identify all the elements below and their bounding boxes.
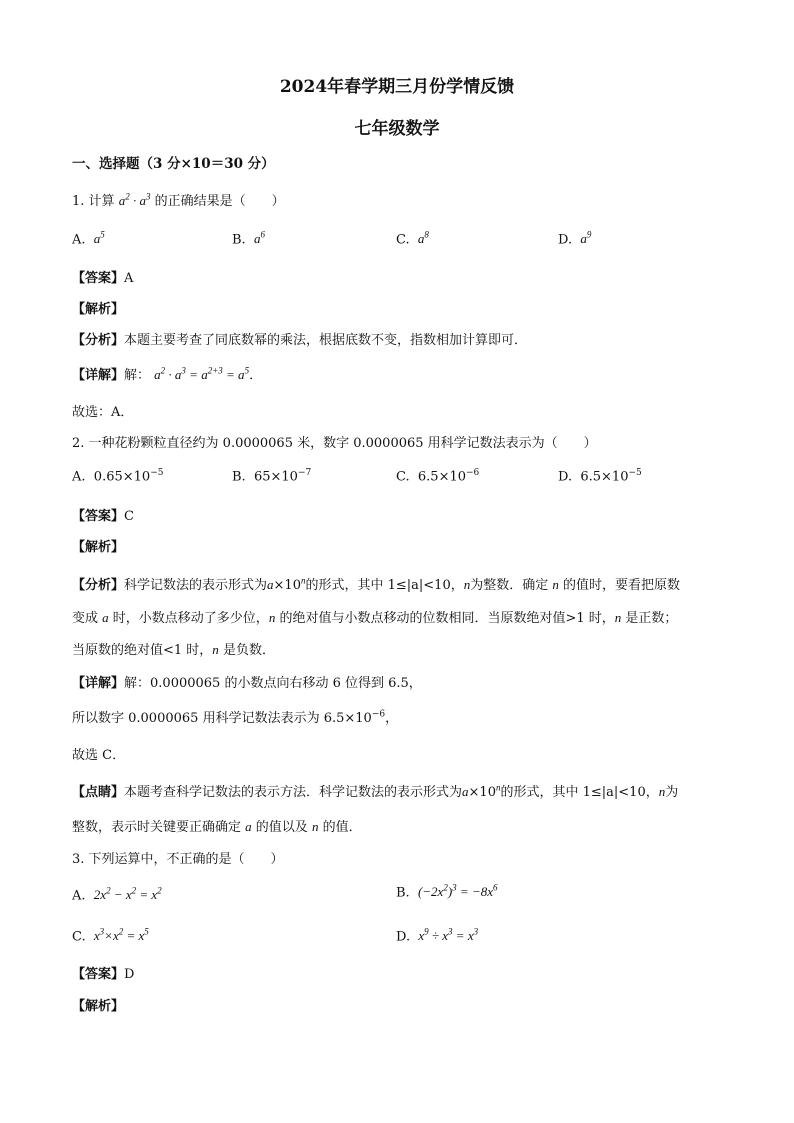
q1-option-b: B. $a^6$ [232, 230, 265, 248]
q3-option-c: C. $x^3\times x^2 = x^5$ [72, 927, 149, 945]
q2-option-d: D. $6.5\times 10^{-5}$ [558, 468, 642, 485]
q2-analysis-label: 【解析】 [72, 540, 125, 555]
q2-detail: 【详解】解：0.0000065 的小数点向右移动 6 位得到 6.5， [72, 676, 422, 691]
q1-option-a: A. $a^5$ [72, 230, 105, 248]
q2-choice: 故选 C． [72, 748, 126, 763]
q3-option-b: B. $(-2x^2)^3 = -8x^6$ [396, 883, 498, 901]
q1-analysis-label: 【解析】 [72, 302, 125, 317]
q3-option-d: D. $x^9 \div x^3 = x^3$ [396, 927, 479, 945]
section-heading: 一、选择题（3 分×10＝30 分） [72, 156, 275, 172]
q2-answer: 【答案】C [72, 509, 134, 524]
q2-option-a: A. $0.65\times 10^{-5}$ [72, 468, 164, 485]
q3-analysis-label: 【解析】 [72, 999, 125, 1014]
q1-stem-prefix: 1. 计算 [72, 194, 115, 209]
q2-stem: 2. 一种花粉颗粒直径约为 0.0000065 米，数字 0.0000065 用科学记数法表示为（ ） [72, 436, 597, 451]
q2-option-b: B. $65\times 10^{-7}$ [232, 468, 312, 485]
q2-option-c: C. $6.5\times 10^{-6}$ [396, 468, 480, 485]
q1-detail: 【详解】解： $a^2 \cdot a^3 = a^{2+3} = a^5$． [72, 365, 263, 383]
q1-option-c: C. $a^8$ [396, 230, 429, 248]
q2-detail2: 所以数字 0.0000065 用科学记数法表示为 $6.5\times 10^{-6}$， [72, 709, 399, 726]
q1-stem [72, 190, 285, 209]
q2-fenxi-line2: 变成 a 时，小数点移动了多少位，n 的绝对值与小数点移动的位数相同．当原数绝对值>1 时，n 是正数； [72, 610, 678, 626]
q3-answer: 【答案】D [72, 967, 135, 982]
document-subtitle: 七年级数学 [354, 119, 440, 139]
q3-stem: 3. 下列运算中，不正确的是（ ） [72, 852, 284, 867]
q1-expression: $a^2 \cdot a^3$ [118, 191, 151, 208]
q3-option-a: A. $2x^2 - x^2 = x^2$ [72, 886, 162, 904]
document-title: 2024年春学期三月份学情反馈 [279, 77, 515, 97]
q1-choice: 故选：A． [72, 405, 134, 420]
q2-fenxi-line3: 当原数的绝对值<1 时，n 是负数． [72, 642, 275, 658]
q2-fenxi-line1: 【分析】科学记数法的表示形式为$a\times 10^n$的形式，其中 1≤|a|<10，n为整数．确定 n 的值时，要看把原数 [72, 575, 681, 593]
q1-stem-suffix: 的正确结果是（ ） [154, 194, 285, 209]
q1-option-d: D. $a^9$ [558, 230, 592, 248]
q2-comment-line2: 整数，表示时关键要正确确定 a 的值以及 n 的值． [72, 819, 362, 835]
q1-fenxi: 【分析】本题主要考查了同底数幂的乘法，根据底数不变，指数相加计算即可． [72, 333, 528, 348]
q2-comment-line1: 【点睛】本题考查科学记数法的表示方法．科学记数法的表示形式为$a\times 10^n$的形式，其中 1≤|a|<10，n为 [72, 782, 679, 800]
q1-answer: 【答案】A [72, 271, 134, 286]
